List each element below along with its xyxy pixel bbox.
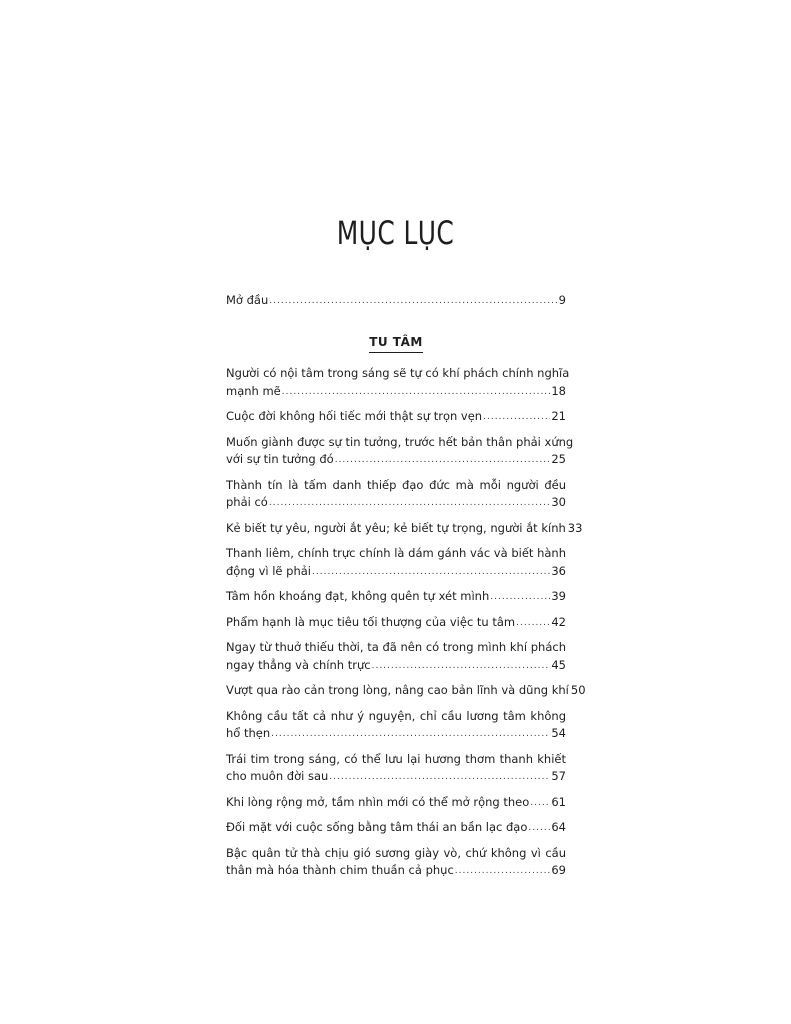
toc-entry bbox=[226, 477, 566, 514]
toc-entry-last-line bbox=[226, 768, 566, 788]
toc-page-number: 33 bbox=[567, 520, 583, 535]
toc-entry-last-line bbox=[226, 408, 566, 428]
toc-entry bbox=[226, 545, 566, 582]
toc-page-number: 36 bbox=[551, 563, 566, 578]
toc-entry-last-line bbox=[226, 725, 566, 745]
toc-entry-last-line bbox=[226, 819, 566, 839]
toc-page-number: 64 bbox=[551, 820, 566, 834]
toc-entry bbox=[226, 365, 570, 402]
toc-page-number: 45 bbox=[551, 657, 566, 672]
dot-leader bbox=[269, 493, 551, 513]
toc-page-number: 9 bbox=[558, 293, 566, 307]
toc-entry-title-line: Bậc quân tử thà chịu gió sương giày vò, chứ không vì cầu bbox=[226, 845, 566, 860]
toc-page-number: 61 bbox=[551, 794, 566, 809]
dot-leader bbox=[528, 818, 550, 838]
toc-page-number: 54 bbox=[551, 726, 566, 740]
dot-leader bbox=[271, 724, 550, 744]
toc-page-number: 42 bbox=[551, 614, 566, 629]
toc-entry bbox=[226, 708, 566, 745]
toc-entry-title-line: Cuộc đời không hối tiếc mới thật sự trọn vẹn bbox=[226, 409, 483, 423]
toc-entry-last-line bbox=[226, 657, 566, 677]
dot-leader bbox=[516, 613, 550, 633]
toc-entry-intro bbox=[226, 292, 566, 312]
toc-entry bbox=[226, 794, 566, 814]
toc-entry-title-line: Vượt qua rào cản trong lòng, nâng cao bản lĩnh và dũng khí bbox=[226, 683, 569, 697]
toc-entry-title-line: ngay thẳng và chính trực bbox=[226, 657, 371, 672]
toc-entry-last-line bbox=[226, 520, 583, 540]
dot-leader bbox=[269, 291, 557, 311]
toc-entry-title-line: cho muôn đời sau bbox=[226, 769, 329, 783]
toc-entry-last-line bbox=[226, 563, 566, 583]
toc-entry bbox=[226, 682, 586, 702]
toc-page-number: 57 bbox=[551, 769, 566, 783]
toc-page-number: 25 bbox=[551, 452, 566, 466]
toc-entry-title-line: Người có nội tâm trong sáng sẽ tự có khí phách chính nghĩa bbox=[226, 366, 570, 380]
toc-entry-title-line: Phẩm hạnh là mục tiêu tối thượng của việc tu tâm bbox=[226, 614, 516, 629]
toc-entry bbox=[226, 588, 566, 608]
dot-leader bbox=[335, 450, 551, 470]
toc-entry-title-line: với sự tin tưởng đó bbox=[226, 452, 334, 466]
toc-entry-title-line: hổ thẹn bbox=[226, 726, 271, 740]
toc-entry-title-line: phải có bbox=[226, 495, 268, 509]
toc-page-number: 50 bbox=[570, 683, 586, 697]
dot-leader bbox=[490, 587, 550, 607]
toc-entry-last-line bbox=[226, 383, 566, 403]
toc-entry bbox=[226, 639, 566, 676]
toc-entry-title-line: Tâm hồn khoáng đạt, không quên tự xét mình bbox=[226, 589, 490, 603]
table-of-contents bbox=[226, 292, 586, 888]
toc-entry-last-line bbox=[226, 494, 566, 514]
toc-entry-list bbox=[226, 365, 586, 882]
dot-leader bbox=[455, 861, 551, 881]
toc-entry-title-line: Kẻ biết tự yêu, người ắt yêu; kẻ biết tự trọng, người ắt kính bbox=[226, 520, 566, 535]
toc-entry-title-line: Thanh liêm, chính trực chính là dám gánh vác và biết hành bbox=[226, 546, 566, 560]
toc-entry-title-line: Không cầu tất cả như ý nguyện, chỉ cầu lương tâm không bbox=[226, 708, 566, 723]
toc-entry-title: Mở đầu bbox=[226, 293, 269, 307]
toc-entry-title-line: động vì lẽ phải bbox=[226, 563, 311, 578]
dot-leader bbox=[530, 793, 550, 813]
toc-entry-last-line bbox=[226, 588, 566, 608]
toc-entry-title-line: Đối mặt với cuộc sống bằng tâm thái an bần lạc đạo bbox=[226, 820, 528, 834]
toc-page-number: 69 bbox=[551, 863, 566, 877]
toc-entry bbox=[226, 520, 583, 540]
toc-entry bbox=[226, 614, 566, 634]
toc-entry bbox=[226, 819, 566, 839]
toc-entry-title-line: Muốn giành được sự tin tưởng, trước hết bản thân phải xứng bbox=[226, 434, 574, 449]
dot-leader bbox=[483, 407, 550, 427]
dot-leader bbox=[372, 656, 551, 676]
toc-entry-last-line bbox=[226, 862, 566, 882]
page-title: MỤC LỤC bbox=[336, 214, 455, 252]
toc-entry-title-line: Khi lòng rộng mở, tầm nhìn mới có thể mở rộng theo bbox=[226, 794, 530, 809]
toc-entry bbox=[226, 408, 566, 428]
toc-page-number: 39 bbox=[551, 589, 566, 603]
dot-leader bbox=[312, 562, 550, 582]
toc-entry-title-line: Thành tín là tấm danh thiếp đạo đức mà mỗi người đều bbox=[226, 477, 566, 492]
toc-entry bbox=[226, 751, 566, 788]
toc-entry-last-line bbox=[226, 451, 566, 471]
toc-page-number: 18 bbox=[551, 383, 566, 398]
toc-entry-last-line bbox=[226, 794, 566, 814]
toc-page-number: 21 bbox=[551, 409, 566, 423]
toc-entry-title-line: Trái tim trong sáng, có thể lưu lại hương thơm thanh khiết bbox=[226, 751, 566, 766]
toc-entry bbox=[226, 845, 566, 882]
toc-page-number: 30 bbox=[551, 495, 566, 509]
toc-entry-last-line bbox=[226, 614, 566, 634]
toc-entry-title-line: Ngay từ thuở thiếu thời, ta đã nên có trong mình khí phách bbox=[226, 640, 566, 654]
section-heading: TU TÂM bbox=[226, 334, 566, 352]
toc-entry-title-line: mạnh mẽ bbox=[226, 383, 281, 398]
toc-entry bbox=[226, 434, 574, 471]
dot-leader bbox=[282, 382, 551, 402]
toc-entry-last-line bbox=[226, 682, 586, 702]
dot-leader bbox=[329, 767, 550, 787]
toc-entry-title-line: thân mà hóa thành chim thuần cả phục bbox=[226, 863, 454, 877]
